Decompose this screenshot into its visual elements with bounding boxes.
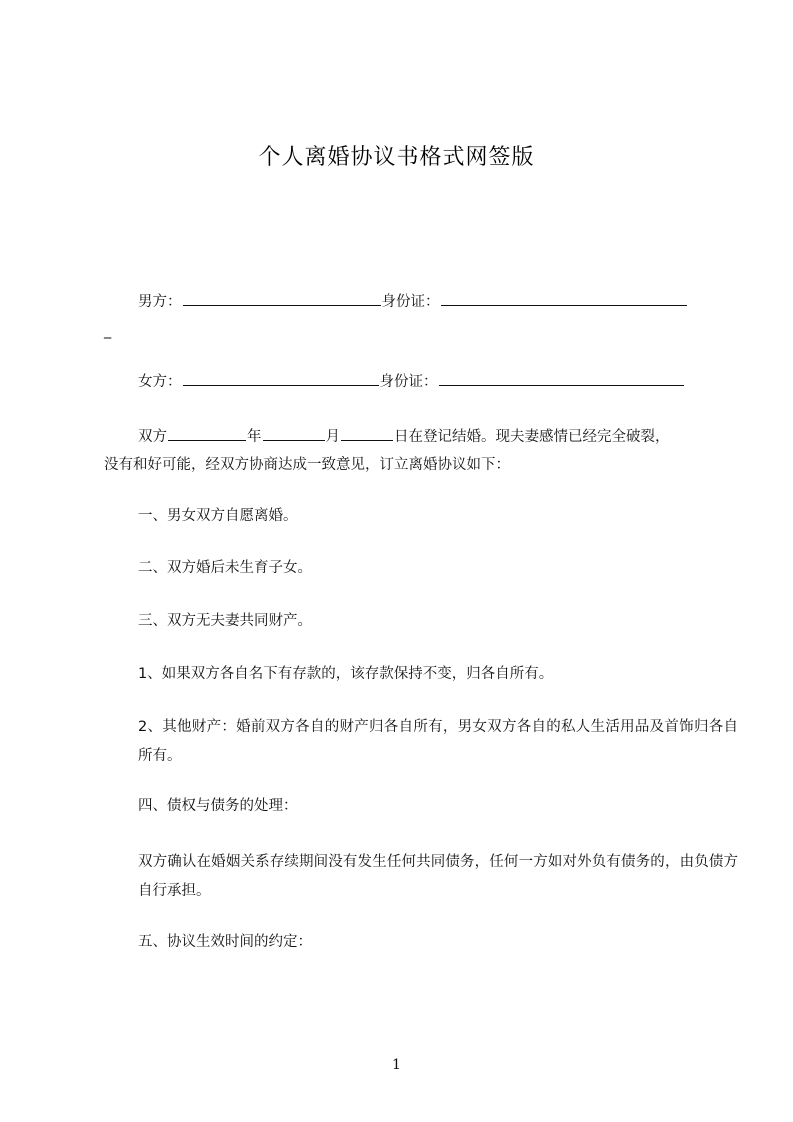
trailing-underscore: _	[104, 323, 112, 339]
clause-1: 一、男女双方自愿离婚。	[138, 508, 298, 524]
page-number: 1	[392, 1057, 401, 1073]
clause-4: 四、债权与债务的处理：	[138, 798, 298, 814]
year-blank[interactable]	[168, 426, 246, 441]
male-info-line	[138, 291, 688, 312]
year-label: 年	[247, 429, 262, 445]
male-id-blank[interactable]	[441, 291, 687, 306]
male-name-blank[interactable]	[183, 291, 381, 306]
clause-5: 五、协议生效时间的约定：	[138, 934, 312, 950]
female-name-blank[interactable]	[183, 371, 379, 386]
female-label: 女方：	[138, 374, 182, 390]
male-label: 男方：	[138, 294, 182, 310]
female-id-blank[interactable]	[439, 371, 684, 386]
clause-3: 三、双方无夫妻共同财产。	[138, 613, 312, 629]
male-id-label: 身份证：	[381, 294, 440, 310]
marriage-intro: 双方	[138, 429, 167, 445]
female-info-line	[138, 371, 685, 392]
marriage-continuation: 没有和好可能，经双方协商达成一致意见，订立离婚协议如下：	[104, 457, 510, 473]
female-id-label: 身份证：	[379, 374, 438, 390]
month-blank[interactable]	[263, 426, 325, 441]
marriage-date-line	[138, 426, 670, 447]
clause-2: 二、双方婚后未生育子女。	[138, 560, 312, 576]
debt-paragraph: 双方确认在婚姻关系存续期间没有发生任何共同债务，任何一方如对外负有债务的，由负债方自行承担。	[138, 854, 738, 899]
day-label-rest: 日在登记结婚。现夫妻感情已经完全破裂，	[394, 429, 670, 445]
subclause-1: 1、如果双方各自名下有存款的，该存款保持不变，归各自所有。	[138, 666, 554, 682]
day-blank[interactable]	[341, 426, 393, 441]
document-title: 个人离婚协议书格式网签版	[258, 145, 535, 170]
subclause-2: 2、其他财产：婚前双方各自的财产归各自所有，男女双方各自的私人生活用品及首饰归各自所有。	[138, 719, 738, 764]
month-label: 月	[325, 429, 340, 445]
